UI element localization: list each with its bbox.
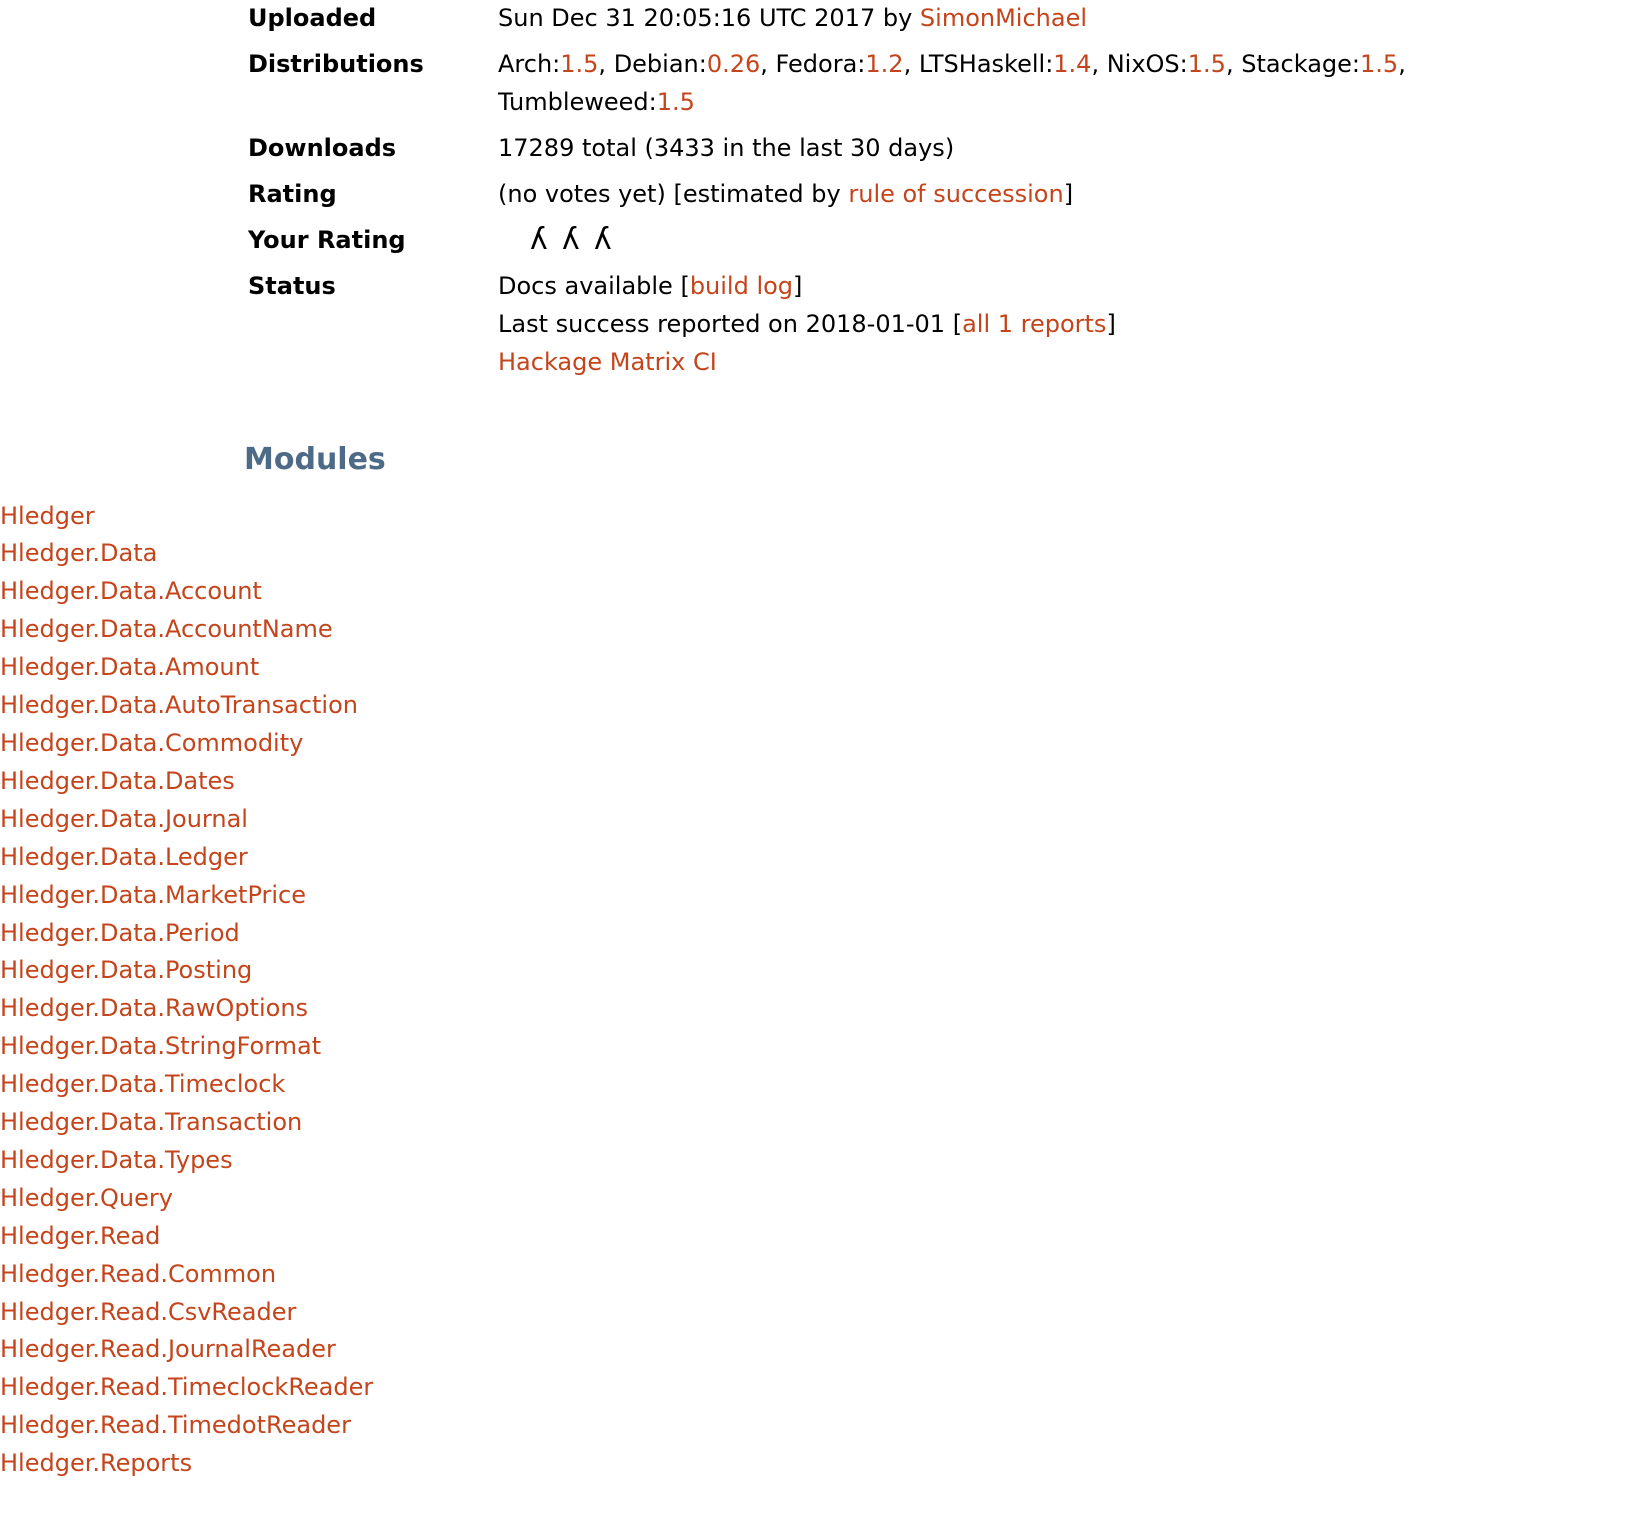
distribution-entry (919, 50, 1107, 78)
distribution-name: Stackage: (1241, 49, 1361, 78)
lambda-icon[interactable]: λ (547, 221, 580, 257)
status-docs-line (498, 268, 1499, 306)
lambda-rating-widget[interactable] (498, 222, 611, 258)
status-success-line (498, 306, 1499, 344)
downloads-label: Downloads (248, 133, 397, 162)
list-item (0, 573, 1639, 611)
status-docs-prefix: Docs available [ (498, 272, 690, 301)
list-item (0, 1218, 1639, 1256)
lambda-icon[interactable]: λ (516, 221, 548, 257)
module-link[interactable]: Hledger.Data.Types (0, 1145, 233, 1174)
status-label: Status (248, 272, 336, 301)
distribution-separator: , (760, 49, 776, 78)
distribution-name: Debian: (613, 49, 707, 78)
status-success-prefix: Last success reported on 2018-01-01 [ (498, 310, 963, 339)
table-row (0, 176, 1639, 222)
distribution-name: NixOS: (1106, 49, 1188, 78)
distribution-name: LTSHaskell: (918, 49, 1054, 78)
distribution-separator: , (1398, 49, 1406, 78)
module-link[interactable]: Hledger.Data.Dates (0, 766, 235, 795)
uploader-link[interactable]: SimonMichael (919, 4, 1088, 32)
list-item (0, 1180, 1639, 1218)
distribution-entry (498, 88, 695, 116)
distribution-name: Fedora: (775, 49, 866, 78)
table-row (0, 46, 1639, 130)
downloads-value: 17289 total (3433 in the last 30 days) (498, 133, 955, 162)
uploaded-date-text: Sun Dec 31 20:05:16 UTC 2017 by (498, 4, 920, 32)
module-link[interactable]: Hledger.Read.TimedotReader (0, 1411, 351, 1440)
distribution-version-link[interactable]: 1.2 (865, 49, 904, 78)
list-item (0, 498, 1639, 536)
distribution-name: Tumbleweed: (498, 87, 657, 116)
distribution-entry (614, 50, 776, 78)
uploaded-value (498, 0, 1639, 46)
module-link[interactable]: Hledger.Data.MarketPrice (0, 880, 306, 909)
hackage-matrix-ci-link[interactable]: Hackage Matrix CI (498, 348, 717, 377)
uploaded-label: Uploaded (248, 4, 377, 32)
module-link[interactable]: Hledger.Data.AccountName (0, 615, 333, 644)
status-success-suffix: ] (1106, 310, 1116, 339)
list-item (0, 1104, 1639, 1142)
module-link[interactable]: Hledger.Data.Journal (0, 804, 248, 833)
module-link[interactable]: Hledger.Data.StringFormat (0, 1032, 322, 1061)
module-link[interactable]: Hledger.Data.Account (0, 577, 262, 606)
module-link[interactable]: Hledger.Data.Amount (0, 653, 260, 682)
status-matrix-line (498, 344, 1499, 382)
package-properties-table (0, 0, 1639, 390)
status-value (498, 268, 1639, 390)
list-item (0, 839, 1639, 877)
module-link-hledger-data[interactable]: Hledger.Data (0, 539, 158, 568)
module-link-hledger-query[interactable]: Hledger.Query (0, 1183, 173, 1212)
distribution-version-link[interactable]: 1.5 (1360, 49, 1399, 78)
distribution-version-link[interactable]: 1.5 (560, 49, 599, 78)
distributions-label: Distributions (248, 49, 424, 78)
module-link[interactable]: Hledger.Data.AutoTransaction (0, 691, 358, 720)
table-row (0, 0, 1639, 46)
lambda-icon[interactable]: λ (579, 221, 612, 257)
list-item (0, 649, 1639, 687)
distribution-separator: , (598, 49, 614, 78)
list-item (0, 763, 1639, 801)
status-docs-suffix: ] (793, 272, 803, 301)
list-item (0, 1294, 1639, 1332)
list-item (0, 1028, 1639, 1066)
list-item (0, 1142, 1639, 1180)
list-item (0, 801, 1639, 839)
module-link[interactable]: Hledger.Data.Transaction (0, 1108, 303, 1137)
table-row (0, 130, 1639, 176)
list-item (0, 1445, 1639, 1483)
list-item (0, 725, 1639, 763)
module-link[interactable]: Hledger.Data.Period (0, 918, 240, 947)
list-item (0, 1407, 1639, 1445)
rating-label: Rating (248, 179, 337, 208)
module-link[interactable]: Hledger.Data.Commodity (0, 728, 304, 757)
rating-suffix: ] (1063, 179, 1074, 208)
list-item (0, 1369, 1639, 1407)
list-item (0, 990, 1639, 1028)
list-item (0, 952, 1639, 990)
module-link[interactable]: Hledger.Read.CsvReader (0, 1297, 297, 1326)
distribution-separator: , (903, 49, 919, 78)
module-link[interactable]: Hledger.Read.TimeclockReader (0, 1373, 374, 1402)
list-item (0, 1331, 1639, 1369)
table-row (0, 222, 1639, 269)
distribution-entry (1241, 50, 1406, 78)
distribution-name: Arch: (498, 49, 561, 78)
list-item (0, 611, 1639, 649)
rating-value (498, 176, 1639, 222)
rating-prefix: (no votes yet) [estimated by (498, 179, 849, 208)
all-reports-link[interactable]: all 1 reports (962, 310, 1107, 339)
distribution-version-link[interactable]: 1.5 (1187, 49, 1226, 78)
module-link[interactable]: Hledger.Read.JournalReader (0, 1335, 336, 1364)
module-link-hledger-read[interactable]: Hledger.Read (0, 1221, 161, 1250)
distribution-version-link[interactable]: 0.26 (706, 49, 761, 78)
distribution-version-link[interactable]: 1.5 (656, 87, 695, 116)
module-link[interactable]: Hledger.Read.Common (0, 1259, 277, 1288)
module-link-hledger-reports[interactable]: Hledger.Reports (0, 1449, 193, 1478)
list-item (0, 1256, 1639, 1294)
module-link-hledger[interactable]: Hledger (0, 501, 95, 530)
module-link[interactable]: Hledger.Data.Ledger (0, 842, 248, 871)
distribution-separator: , (1091, 49, 1107, 78)
distributions-value (498, 46, 1639, 130)
distribution-entry (776, 50, 919, 78)
list-item (0, 1066, 1639, 1104)
your-rating-label: Your Rating (248, 225, 406, 254)
list-item (0, 915, 1639, 953)
list-item (0, 535, 1639, 573)
rule-of-succession-link[interactable]: rule of succession (848, 179, 1064, 208)
distribution-separator: , (1225, 49, 1242, 78)
your-rating-value (498, 222, 1639, 269)
build-log-link[interactable]: build log (689, 272, 794, 301)
table-row (0, 268, 1639, 390)
list-item (0, 877, 1639, 915)
modules-tree (0, 498, 1639, 1484)
distribution-version-link[interactable]: 1.4 (1053, 49, 1092, 78)
module-link[interactable]: Hledger.Data.Posting (0, 956, 253, 985)
list-item (0, 687, 1639, 725)
modules-heading: Modules (244, 442, 386, 478)
distribution-entry (1107, 50, 1241, 78)
module-link[interactable]: Hledger.Data.Timeclock (0, 1070, 286, 1099)
distribution-entry (498, 50, 614, 78)
module-link[interactable]: Hledger.Data.RawOptions (0, 994, 309, 1023)
